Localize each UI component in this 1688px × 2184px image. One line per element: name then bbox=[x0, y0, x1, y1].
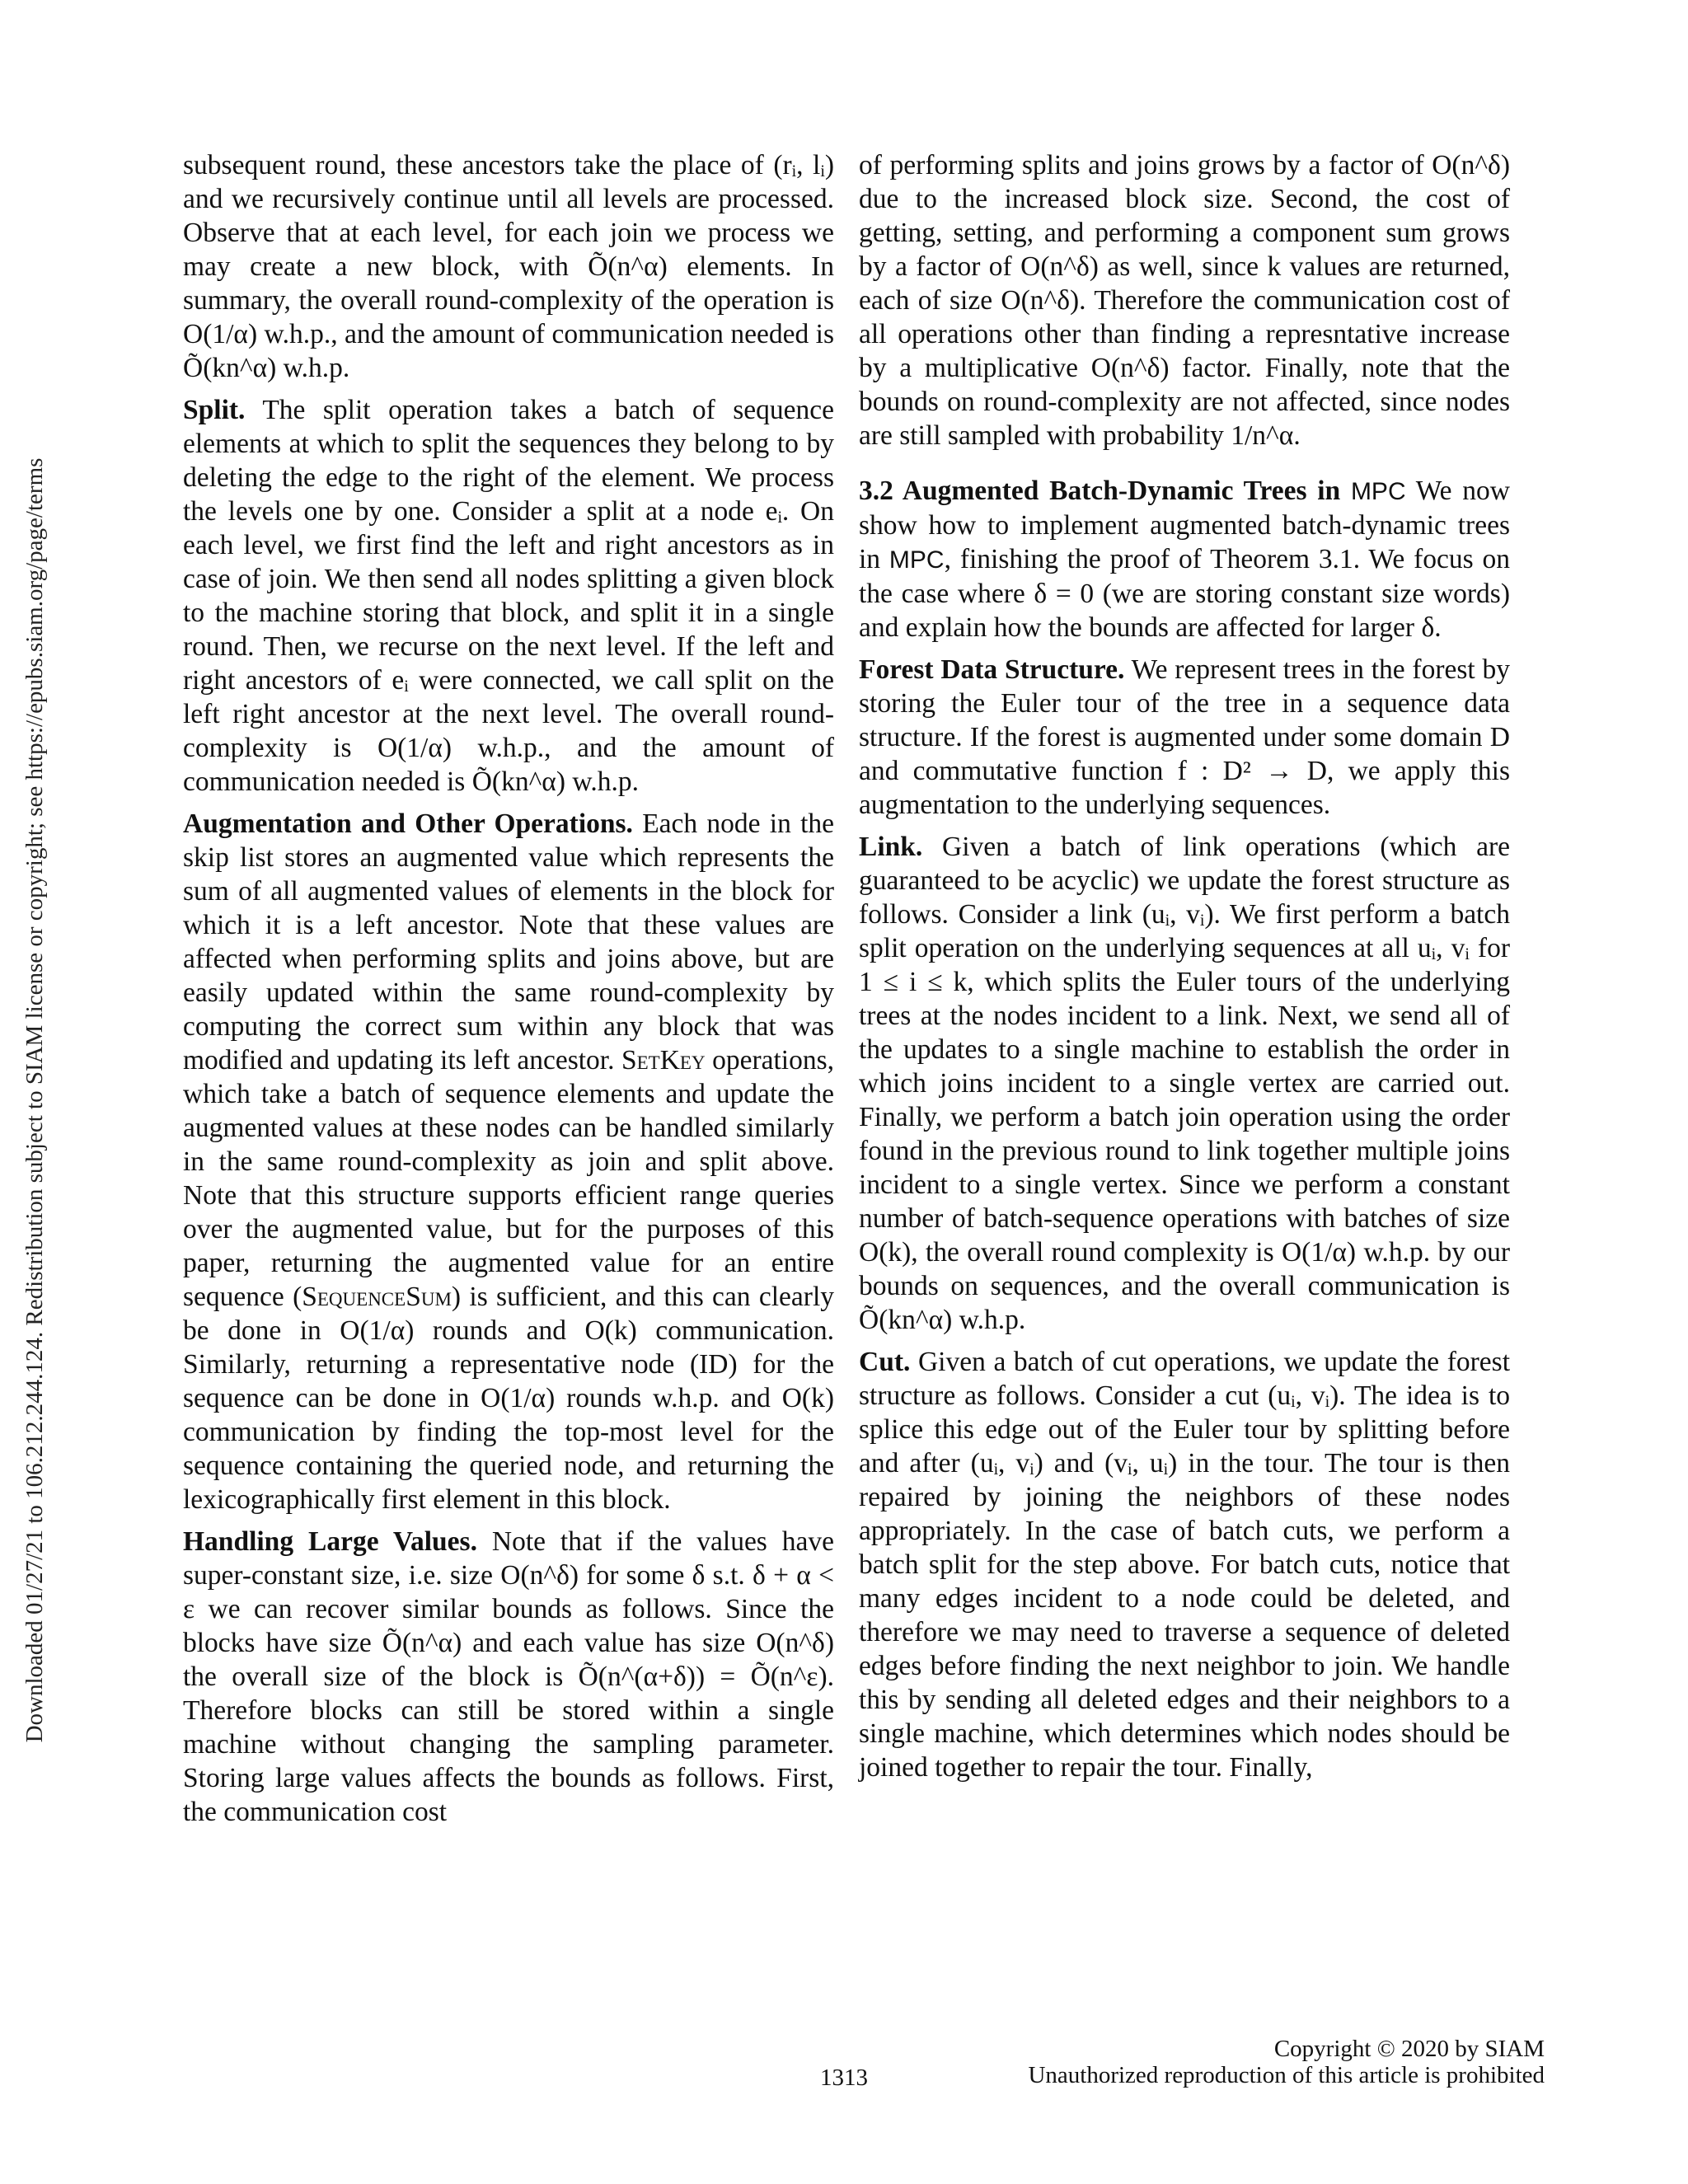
download-notice: Downloaded 01/27/21 to 106.212.244.124. Redistribution subject to SIAM license or copyright; see https://epubs.siam.org/page/terms bbox=[21, 457, 48, 1743]
right-column bbox=[859, 148, 1510, 1793]
forest-heading: Forest Data Structure. bbox=[859, 654, 1125, 685]
section-text-1: We now show how to implement augmented batch-dynamic trees in bbox=[859, 476, 1510, 574]
large-values-heading: Handling Large Values. bbox=[183, 1526, 477, 1557]
paragraph-large-values bbox=[183, 1525, 834, 1829]
cut-heading: Cut. bbox=[859, 1347, 911, 1377]
augmentation-text-1: Each node in the skip list stores an augmented value which represents the sum of all augmented values of elements in the block for which it is a left ancestor. Note that these values are affected when performing splits and joins above, but are easily updated within the same round-complexity by computing the correct sum within any block that was modified and updating its left ancestor. bbox=[183, 808, 835, 1076]
split-heading: Split. bbox=[183, 395, 246, 425]
large-values-text: Note that if the values have super-constant size, i.e. size O(n^δ) for some δ s.t. δ + α < ε we can recover similar bounds as follows. Since the blocks have size Õ(n^α) and each value has size O(n^δ) the overall size of the block is Õ(n^(α+δ)) = Õ(n^ε). Therefore blocks can still be stored within a single machine without changing the sampling parameter. Storing large values affects the bounds as follows. First, the communication cost bbox=[183, 1526, 834, 1827]
cut-text: Given a batch of cut operations, we update the forest structure as follows. Consider a cut (uᵢ, vᵢ). The idea is to splice this edge out of the Euler tour by splitting before and after (uᵢ, vᵢ) and (vᵢ, uᵢ) in the tour. The tour is then repaired by joining the neighbors of these nodes appropriately. In the case of batch cuts, we perform a batch split for the step above. For batch cuts, notice that many edges incident to a node could be deleted, and therefore we may need to traverse a sequence of deleted edges before finding the next neighbor to join. We handle this by sending all deleted edges and their neighbors to a single machine, which determines which nodes should be joined together to repair the tour. Finally, bbox=[859, 1347, 1511, 1783]
augmentation-text-3: ) is sufficient, and this can clearly be done in O(1/α) rounds and O(k) communication. Similarly, returning a representative node (ID) for the sequence can be done in O(1/α) rounds w.h.p. and O(k) communication by finding the top-most level for the sequence containing the queried node, and returning the lexicographically first element in this block. bbox=[183, 1282, 834, 1515]
section-3-2 bbox=[859, 474, 1510, 644]
setkey-term: SetKey bbox=[621, 1045, 706, 1076]
copyright-line: Copyright © 2020 by SIAM bbox=[1273, 2036, 1545, 2062]
paragraph-augmentation bbox=[183, 807, 834, 1516]
link-text: Given a batch of link operations (which are guaranteed to be acyclic) we update the forest structure as follows. Consider a link (uᵢ, vᵢ). We first perform a batch split operation on the underlying sequences at all uᵢ, vᵢ for 1 ≤ i ≤ k, which splits the Euler tours of the underlying trees at the nodes incident to a link. Next, we send all of the updates to a single machine to establish the order in which joins incident to a single vertex are carried out. Finally, we perform a batch join operation using the order found in the previous round to link together multiple joins incident to a single vertex. Since we perform a constant number of batch-sequence operations with batches of size O(k), the overall round complexity is O(1/α) w.h.p. by our bounds on sequences, and the overall communication is Õ(kn^α) w.h.p. bbox=[859, 832, 1510, 1335]
paragraph-forest bbox=[859, 653, 1510, 822]
split-text: The split operation takes a batch of sequence elements at which to split the sequences they belong to by deleting the edge to the right of the element. We process the levels one by one. Consider a split at a node eᵢ. On each level, we first find the left and right ancestors as in case of join. We then send all nodes splitting a given block to the machine storing that block, and split it in a single round. Then, we recurse on the next level. If the left and right ancestors of eᵢ were connected, we call split on the left right ancestor at the next level. The overall round-complexity is O(1/α) w.h.p., and the amount of communication needed is Õ(kn^α) w.h.p. bbox=[183, 395, 834, 797]
paragraph-large-values-continuation: of performing splits and joins grows by a factor of O(n^δ) due to the increased block size. Second, the cost of getting, setting, and performing a component sum grows by a factor of O(n^δ) as well, since k values are returned, each of size O(n^δ). Therefore the communication cost of all operations other than finding a represntative increase by a multiplicative O(n^δ) factor. Finally, note that the bounds on round-complexity are not affected, since nodes are still sampled with probability 1/n^α. bbox=[859, 150, 1510, 451]
paragraph-link bbox=[859, 830, 1510, 1337]
augmentation-text-2: operations, which take a batch of sequence elements and update the augmented values at these nodes can be handled similarly in the same round-complexity as join and split above. Note that this structure supports efficient range queries over the augmented value, but for the purposes of this paper, returning the augmented value for an entire sequence ( bbox=[183, 1045, 834, 1312]
augmentation-heading: Augmentation and Other Operations. bbox=[183, 808, 633, 839]
reproduction-notice: Unauthorized reproduction of this article is prohibited bbox=[1028, 2062, 1545, 2088]
copyright-block bbox=[1028, 2036, 1545, 2088]
link-heading: Link. bbox=[859, 832, 923, 862]
left-column bbox=[183, 148, 834, 1837]
page-number: 1313 bbox=[820, 2064, 868, 2091]
paragraph-cut bbox=[859, 1345, 1510, 1784]
section-text-2: , finishing the proof of Theorem 3.1. We focus on the case where δ = 0 (we are storing constant size words) and explain how the bounds are affected for larger δ. bbox=[859, 544, 1510, 643]
paragraph-join-continuation: subsequent round, these ancestors take the place of (rᵢ, lᵢ) and we recursively continue until all levels are processed. Observe that at each level, for each join we process we may create a new block, with Õ(n^α) elements. In summary, the overall round-complexity of the operation is O(1/α) w.h.p., and the amount of communication needed is Õ(kn^α) w.h.p. bbox=[183, 150, 834, 383]
section-heading-mpc: MPC bbox=[1350, 478, 1406, 505]
forest-text: We represent trees in the forest by storing the Euler tour of the tree in a sequence data structure. If the forest is augmented under some domain D and commutative function f : D² → D, we apply this augmentation to the underlying sequences. bbox=[859, 654, 1510, 820]
section-text-mpc: MPC bbox=[889, 546, 945, 574]
paragraph-split bbox=[183, 393, 834, 799]
section-heading: 3.2 Augmented Batch-Dynamic Trees in bbox=[859, 476, 1341, 506]
sequencesum-term: SequenceSum bbox=[302, 1282, 452, 1312]
